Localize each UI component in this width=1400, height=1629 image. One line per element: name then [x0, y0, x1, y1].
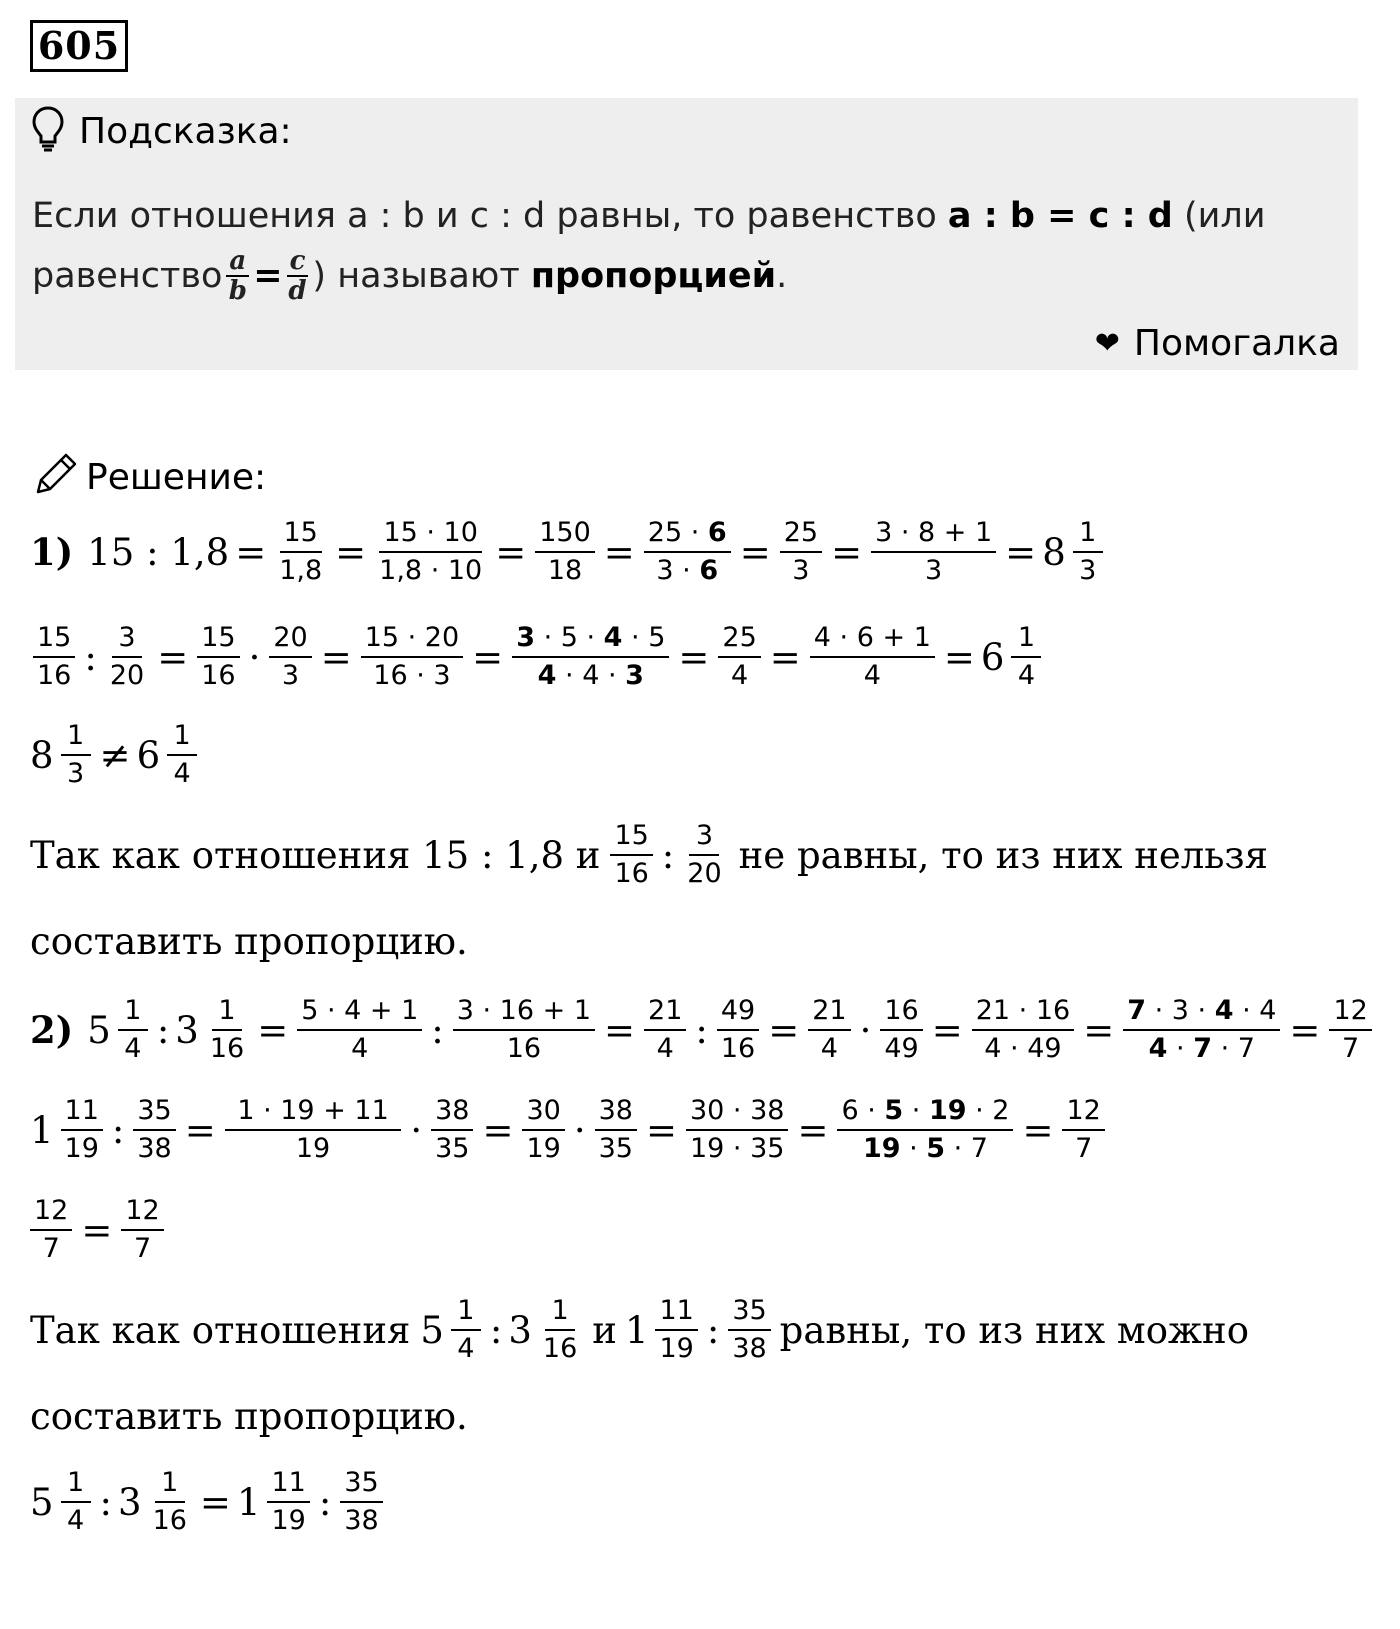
- problem-number: 605: [30, 20, 128, 72]
- conclusion1-line2: составить пропорцию.: [30, 920, 468, 963]
- lightbulb-icon: [31, 105, 65, 157]
- part2-label: 2): [30, 1008, 74, 1052]
- proportion-formula: a : b = c : d: [947, 196, 1173, 236]
- term-proportion: пропорцией: [530, 256, 777, 296]
- part1-compare: 8 $\frac{1}{3}$ ≠ 6 $\frac{1}{4}$: [30, 718, 200, 792]
- part1-line1: 1) 15 : 1,8 = $\frac{15}{1,8}$ = $\frac{15 \cdot 10}{1,8 \cdot 10}$ = $\frac{150}{18}$ = $\frac{25 \cdot 6}{3 \cdot 6}$ = $\frac{25}{3}$ = $\frac{3 \cdot 8 + 1}{3}$ = 8 $\frac{1}{3}$: [30, 515, 1106, 589]
- hint-header: [31, 106, 292, 156]
- part2-line2: 1 $\frac{11}{19}$ : $\frac{35}{38}$ = $\frac{1 \cdot 19 + 11}{19}$ · $\frac{38}{35}$ = $\frac{30}{19}$ · $\frac{38}{35}$ = $\frac{30 \cdot 38}{19 \cdot 35}$ = $\frac{6 \cdot 5 \cdot 19 \cdot 2}{19 \cdot 5 \cdot 7}$ = $\frac{12}{7}$: [30, 1093, 1108, 1167]
- hint-line-1: Если отношения a : b и c : d равны, то равенство a : b = c : d (или: [32, 196, 1266, 236]
- hint-title: Подсказка:: [79, 110, 292, 152]
- hint-text: [32, 186, 1265, 306]
- brand-label: ❤ Помогалка: [1094, 323, 1340, 364]
- part2-line1: 2) 5 $\frac{1}{4}$ : 3 $\frac{1}{16}$ = $\frac{5 \cdot 4 + 1}{4}$ : $\frac{3 \cdot 16 + 1}{16}$ = $\frac{21}{4}$ : $\frac{49}{16}$ = $\frac{21}{4}$ · $\frac{16}{49}$ = $\frac{21 \cdot 16}{4 \cdot 49}$ = $\frac{7 \cdot 3 \cdot 4 \cdot 4}{4 \cdot 7 \cdot 7}$ = $\frac{12}{7}$: [30, 993, 1375, 1067]
- fraction-c-d: $\frac{c}{d}$: [288, 246, 307, 306]
- hint-box: [15, 98, 1358, 370]
- pencil-icon: [30, 448, 80, 507]
- hint-line-2: равенство $\frac{a}{b}$ = $\frac{c}{d}$ ) называют пропорцией .: [32, 246, 788, 306]
- conclusion2-line2: составить пропорцию.: [30, 1395, 468, 1438]
- part1-label: 1): [30, 530, 74, 574]
- heart-icon: ❤: [1094, 326, 1120, 361]
- part2-compare: $\frac{12}{7}$ = $\frac{12}{7}$: [30, 1193, 167, 1267]
- fraction-a-b: $\frac{a}{b}$: [226, 247, 249, 305]
- final-proportion: 5 $\frac{1}{4}$ : 3 $\frac{1}{16}$ = 1 $\frac{11}{19}$ : $\frac{35}{38}$: [30, 1465, 386, 1539]
- conclusion2-line1: Так как отношения 5 $\frac{1}{4}$ : 3 $\frac{1}{16}$ и 1 $\frac{11}{19}$ : $\frac{35}{38}$ равны, то из них можно: [30, 1295, 1249, 1364]
- solution-title: Решение:: [86, 456, 267, 498]
- part1-line2: $\frac{15}{16}$ : $\frac{3}{20}$ = $\frac{15}{16}$ · $\frac{20}{3}$ = $\frac{15 \cdot 20}{16 \cdot 3}$ = $\frac{3 \cdot 5 \cdot 4 \cdot 5}{4 \cdot 4 \cdot 3}$ = $\frac{25}{4}$ = $\frac{4 \cdot 6 + 1}{4}$ = 6 $\frac{1}{4}$: [30, 620, 1044, 694]
- solution-header: [30, 452, 266, 502]
- conclusion1-line1: Так как отношения 15 : 1,8 и $\frac{15}{16}$ : $\frac{3}{20}$ не равны, то из них нельзя: [30, 820, 1268, 889]
